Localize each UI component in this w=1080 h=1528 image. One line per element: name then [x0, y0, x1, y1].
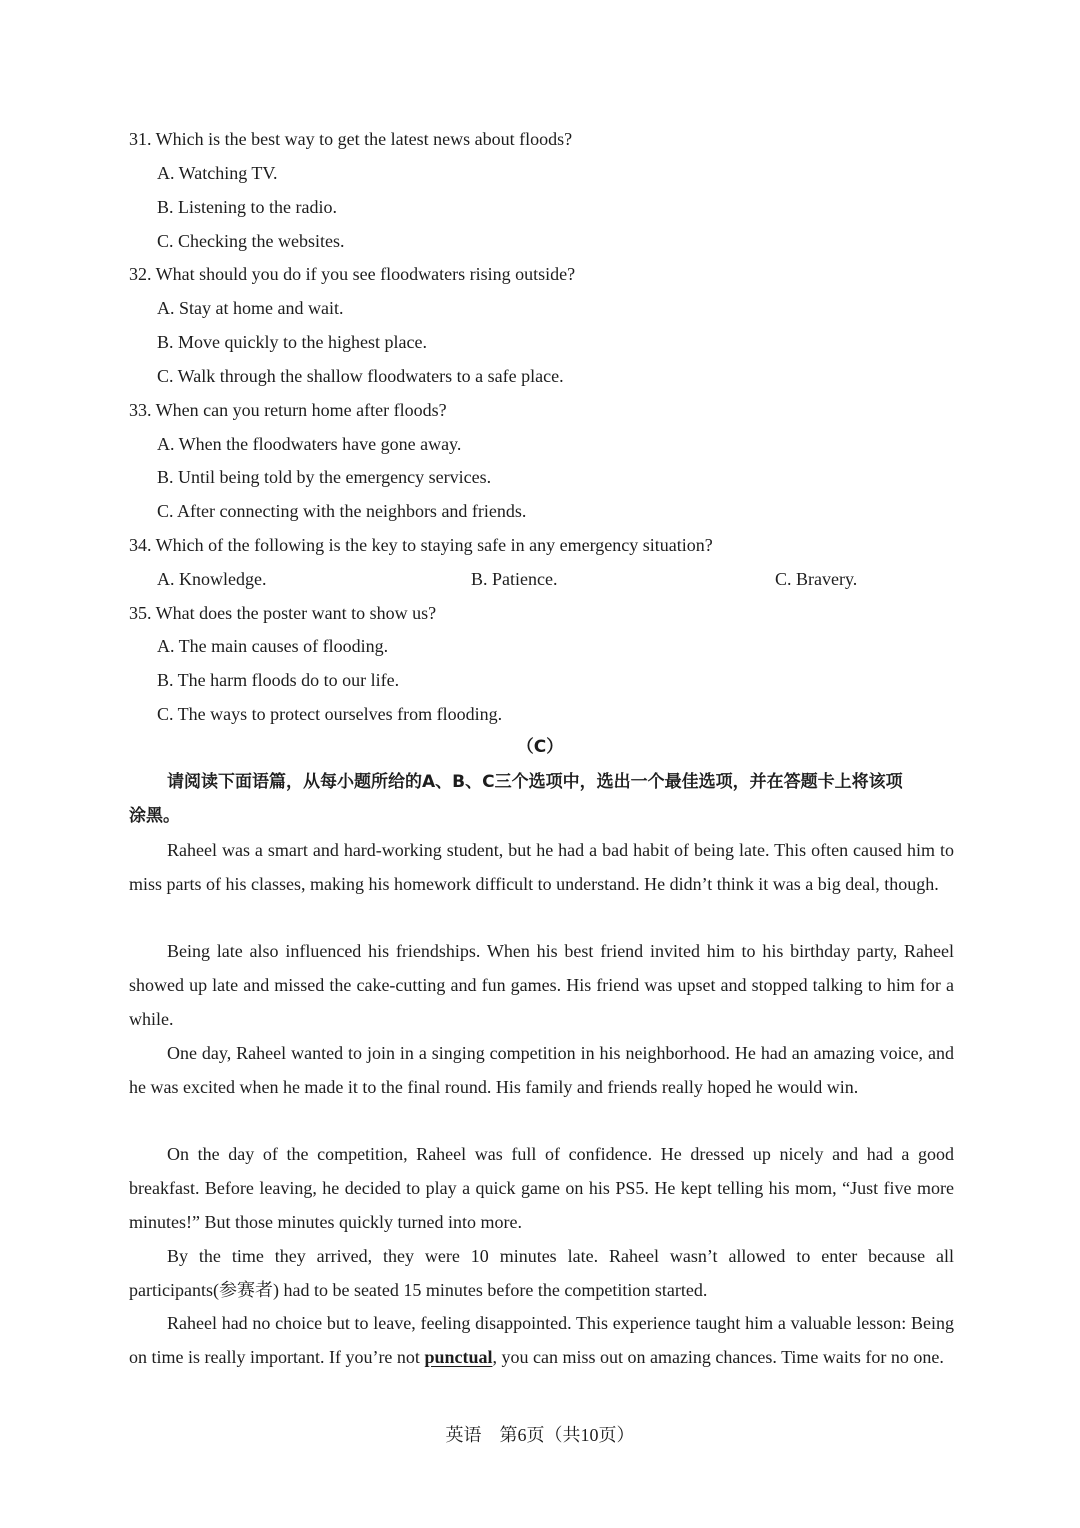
option-35-a: A. The main causes of flooding.	[157, 636, 389, 656]
passage-paragraph-2: Being late also influenced his friendships. When his best friend invited him to his birthday party, Raheel showed up late and missed the cake-cutting and fun games. His friend was upset and stopped talking to him for a while.	[129, 941, 954, 1029]
question-31: 31. Which is the best way to get the latest news about floods?	[129, 129, 573, 149]
passage-paragraph-4: On the day of the competition, Raheel was full of confidence. He dressed up nicely and had a good breakfast. Before leaving, he decided to play a quick game on his PS5. He kept telling his mom, “Just five more minutes!” But those minutes quickly turned into more.	[129, 1144, 954, 1232]
option-34-b: B. Patience.	[471, 569, 558, 589]
option-32-c: C. Walk through the shallow floodwaters to a safe place.	[157, 366, 564, 386]
question-33: 33. When can you return home after floods?	[129, 400, 447, 420]
section-title: （C）	[516, 737, 564, 757]
option-31-b: B. Listening to the radio.	[157, 197, 337, 217]
question-35: 35. What does the poster want to show us?	[129, 603, 437, 623]
option-35-c: C. The ways to protect ourselves from flooding.	[157, 704, 503, 724]
option-33-c: C. After connecting with the neighbors and friends.	[157, 501, 527, 521]
keyword-punctual: punctual	[424, 1347, 493, 1367]
paragraph-6-text-before: Raheel had no choice but to leave, feeling disappointed. This experience taught him a valuable lesson: Being on time is really important. If you’re not	[129, 1313, 954, 1367]
option-31-c: C. Checking the websites.	[157, 231, 345, 251]
section-instruction-line2: 涂黑。	[129, 806, 180, 826]
question-34: 34. Which of the following is the key to staying safe in any emergency situation?	[129, 535, 713, 555]
option-35-b: B. The harm floods do to our life.	[157, 670, 400, 690]
section-instruction-line1: 请阅读下面语篇，从每小题所给的A、B、C三个选项中，选出一个最佳选项，并在答题卡上将该项	[167, 772, 903, 792]
option-33-a: A. When the floodwaters have gone away.	[157, 434, 462, 454]
option-32-a: A. Stay at home and wait.	[157, 298, 344, 318]
question-32: 32. What should you do if you see floodwaters rising outside?	[129, 264, 576, 284]
passage-paragraph-3: One day, Raheel wanted to join in a singing competition in his neighborhood. He had an amazing voice, and he was excited when he made it to the final round. His family and friends really hoped he would win.	[129, 1043, 954, 1097]
passage-paragraph-1: Raheel was a smart and hard-working student, but he had a bad habit of being late. This often caused him to miss parts of his classes, making his homework difficult to understand. He didn’t think it was a big deal, though.	[129, 840, 954, 894]
passage-paragraph-5: By the time they arrived, they were 10 minutes late. Raheel wasn’t allowed to enter because all participants(参赛者) had to be seated 15 minutes before the competition started.	[129, 1246, 954, 1300]
page-footer: 英语 第6页（共10页）	[445, 1425, 635, 1445]
option-34-c: C. Bravery.	[775, 569, 858, 589]
option-31-a: A. Watching TV.	[157, 163, 278, 183]
options-34-row	[157, 569, 877, 589]
option-33-b: B. Until being told by the emergency services.	[157, 467, 492, 487]
option-34-a: A. Knowledge.	[157, 569, 267, 589]
paragraph-6-text-after: , you can miss out on amazing chances. Time waits for no one.	[492, 1347, 944, 1367]
option-32-b: B. Move quickly to the highest place.	[157, 332, 427, 352]
passage-paragraph-6	[129, 1306, 954, 1374]
